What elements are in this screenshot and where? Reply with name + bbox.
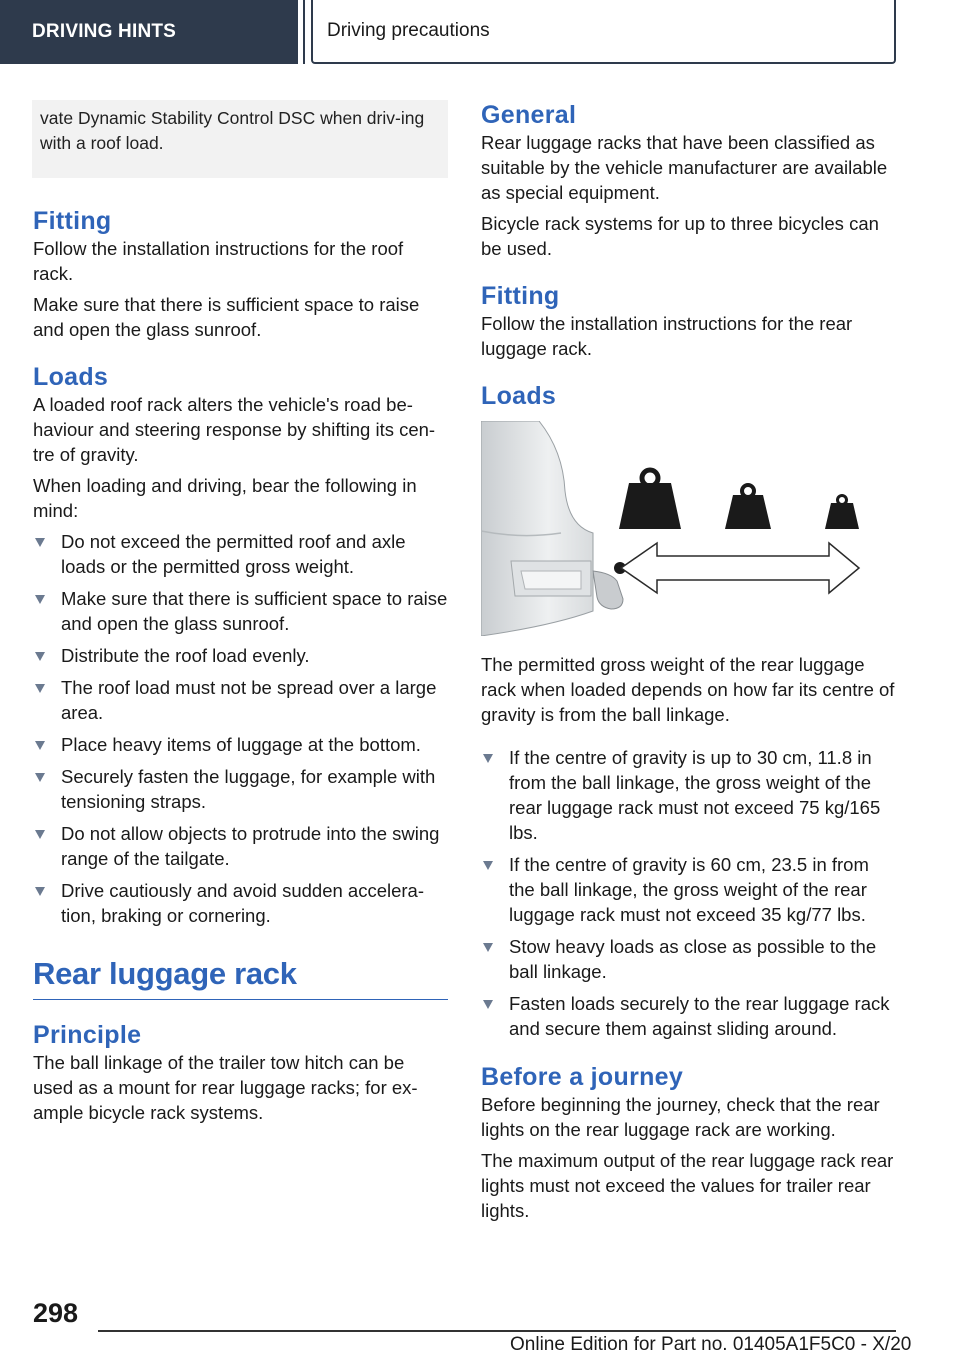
bullet-triangle-icon (35, 887, 45, 896)
list-item: Fasten loads securely to the rear luggage rack and secure them against sliding around. (481, 991, 896, 1041)
loads-paragraph-1: A loaded roof rack alters the vehicle's road be-haviour and steering response by shifting its cen-tre of gravity. (33, 394, 436, 465)
journey-paragraph-1: Before beginning the journey, check that the rear lights on the rear luggage rack are working. (481, 1094, 880, 1140)
general-heading: General (481, 101, 577, 129)
bullet-triangle-icon (35, 773, 45, 782)
medium-weight-icon (725, 485, 771, 529)
chapter-tab (311, 0, 896, 64)
principle-heading: Principle (33, 1021, 142, 1049)
list-item: Place heavy items of luggage at the bottom. (33, 732, 448, 757)
journey-paragraph-2: The maximum output of the rear luggage rack rear lights must not exceed the values for trailer rear lights. (481, 1150, 894, 1221)
bullet-triangle-icon (483, 943, 493, 952)
general-paragraph-1: Rear luggage racks that have been classified as suitable by the vehicle manufacturer are available as special equipment. (481, 132, 888, 203)
tow-hitch-shape (593, 571, 623, 609)
bullet-triangle-icon (35, 684, 45, 693)
list-item: Stow heavy loads as close as possible to the ball linkage. (481, 934, 896, 984)
bullet-triangle-icon (483, 861, 493, 870)
rear-fitting-paragraph: Follow the installation instructions for the rear luggage rack. (481, 313, 853, 359)
page-number: 298 (33, 1298, 79, 1328)
principle-paragraph: The ball linkage of the trailer tow hitch can be used as a mount for rear luggage racks; for ex-ample bicycle rack systems. (33, 1052, 418, 1123)
list-item: Make sure that there is sufficient space to raise and open the glass sunroof. (33, 586, 448, 636)
bullet-triangle-icon (35, 538, 45, 547)
car-bumper-shape (481, 421, 593, 636)
continued-warning-box (32, 100, 448, 178)
bullet-triangle-icon (483, 1000, 493, 1009)
edition-note: Online Edition for Part no. 01405A1F5C0 - X/20 (510, 1334, 912, 1355)
fitting-heading: Fitting (33, 207, 112, 235)
bullet-triangle-icon (35, 741, 45, 750)
right-column (481, 100, 896, 1229)
rear-load-list (481, 745, 896, 1041)
list-item: The roof load must not be spread over a large area. (33, 675, 448, 725)
fitting-paragraph-2: Make sure that there is sufficient space to raise and open the glass sunroof. (33, 294, 420, 340)
bullet-triangle-icon (483, 754, 493, 763)
weights-diagram-svg (481, 421, 896, 636)
general-paragraph-2: Bicycle rack systems for up to three bicycles can be used. (481, 213, 879, 259)
list-item: Do not allow objects to protrude into the swing range of the tailgate. (33, 821, 448, 871)
bullet-triangle-icon (35, 652, 45, 661)
footer-rule (98, 1330, 896, 1332)
continued-text: vate Dynamic Stability Control DSC when driv-ing with a roof load. (40, 108, 425, 153)
rear-loads-paragraph: The permitted gross weight of the rear luggage rack when loaded depends on how far its centre of gravity is from the ball linkage. (481, 654, 895, 725)
before-journey-heading: Before a journey (481, 1063, 684, 1091)
loads-heading: Loads (33, 363, 109, 391)
large-weight-icon (619, 470, 681, 529)
distance-arrow-icon (621, 543, 859, 593)
rear-load-illustration (481, 421, 896, 636)
list-item: If the centre of gravity is up to 30 cm, 11.8 in from the ball linkage, the gross weight of the rear luggage rack must not exceed 75 kg/165 lbs. (481, 745, 896, 845)
section-tab (0, 0, 298, 64)
fitting-paragraph-1: Follow the installation instructions for the roof rack. (33, 238, 404, 284)
rear-loads-heading: Loads (481, 382, 557, 410)
list-item: Do not exceed the permitted roof and axle loads or the permitted gross weight. (33, 529, 448, 579)
rear-luggage-rack-heading: Rear luggage rack (33, 955, 448, 1000)
rear-fitting-heading: Fitting (481, 282, 560, 310)
list-item: Distribute the roof load evenly. (33, 643, 448, 668)
section-title: DRIVING HINTS (32, 21, 177, 42)
list-item: Drive cautiously and avoid sudden accelera-tion, braking or cornering. (33, 878, 448, 928)
loads-paragraph-2: When loading and driving, bear the following in mind: (33, 475, 417, 521)
roof-load-list (33, 529, 448, 928)
bullet-triangle-icon (35, 830, 45, 839)
small-weight-icon (825, 496, 859, 530)
list-item: Securely fasten the luggage, for example with tensioning straps. (33, 764, 448, 814)
header-divider (303, 0, 305, 64)
left-column (33, 100, 448, 1131)
list-item: If the centre of gravity is 60 cm, 23.5 in from the ball linkage, the gross weight of the rear luggage rack must not exceed 35 kg/77 lbs. (481, 852, 896, 927)
bullet-triangle-icon (35, 595, 45, 604)
chapter-title: Driving precautions (327, 20, 490, 41)
